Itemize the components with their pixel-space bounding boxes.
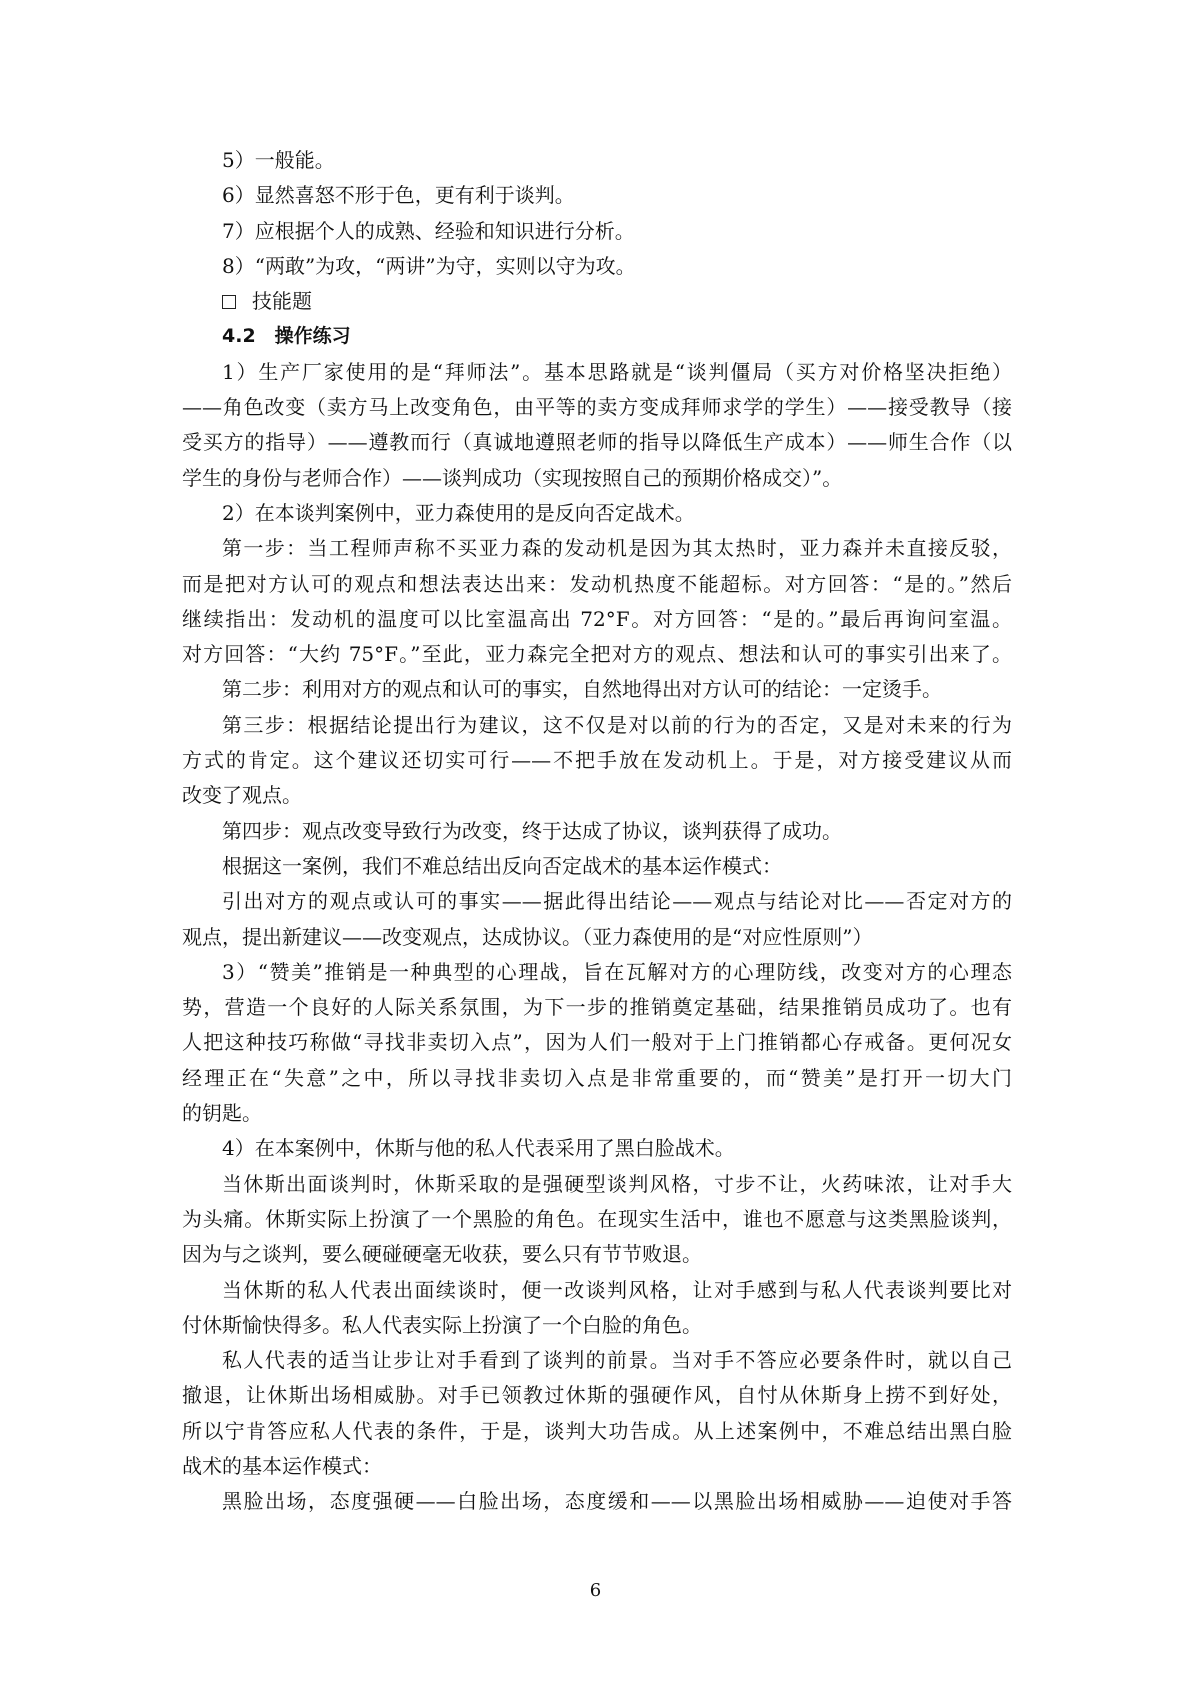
text-line: 学生的身份与老师合作）——谈判成功（实现按照自己的预期价格成交）”。 [182,465,843,490]
text-line: 引出对方的观点或认可的事实——据此得出结论——观点与结论对比——否定对方的 [222,889,1012,914]
page-number: 6 [589,1580,602,1601]
text-line: 6）显然喜怒不形于色，更有利于谈判。 [222,183,575,208]
text-line: 经理正在“失意”之中，所以寻找非卖切入点是非常重要的，而“赞美”是打开一切大门 [182,1065,1012,1090]
text-line: 方式的肯定。这个建议还切实可行——不把手放在发动机上。于是，对方接受建议从而 [182,748,1012,773]
text-line: 人把这种技巧称做“寻找非卖切入点”，因为人们一般对于上门推销都心存戒备。更何况女 [182,1030,1012,1055]
text-line: 当休斯的私人代表出面续谈时，便一改谈判风格，让对手感到与私人代表谈判要比对 [222,1277,1012,1302]
text-line: 第四步：观点改变导致行为改变，终于达成了协议，谈判获得了成功。 [222,818,842,843]
checkbox-icon [222,295,236,309]
text-line: 8）“两敢”为攻，“两讲”为守，实则以守为攻。 [222,253,636,278]
text-line: 黑脸出场，态度强硬——白脸出场，态度缓和——以黑脸出场相威胁——迫使对手答 [222,1489,1012,1514]
text-line: 2）在本谈判案例中，亚力森使用的是反向否定战术。 [222,500,695,525]
text-line: 第二步：利用对方的观点和认可的事实，自然地得出对方认可的结论：一定烫手。 [222,677,942,702]
text-line: 所以宁肯答应私人代表的条件，于是，谈判大功告成。从上述案例中，不难总结出黑白脸 [182,1418,1012,1443]
checkbox-list-item [182,284,1012,319]
text-line: 4）在本案例中，休斯与他的私人代表采用了黑白脸战术。 [222,1136,735,1161]
text-line: ——角色改变（卖方马上改变角色，由平等的卖方变成拜师求学的学生）——接受教导（接 [182,395,1012,420]
text-line: 第三步：根据结论提出行为建议，这不仅是对以前的行为的否定，又是对未来的行为 [222,712,1012,737]
text-line: 私人代表的适当让步让对手看到了谈判的前景。当对手不答应必要条件时，就以自己 [222,1348,1012,1373]
text-line: 继续指出：发动机的温度可以比室温高出 72°F。对方回答：“是的。”最后再询问室温。 [182,606,1012,631]
text-line: 对方回答：“大约 75°F。”至此，亚力森完全把对方的观点、想法和认可的事实引出来了。 [182,642,1012,667]
text-line: 根据这一案例，我们不难总结出反向否定战术的基本运作模式： [222,853,782,878]
text-line: 付休斯愉快得多。私人代表实际上扮演了一个白脸的角色。 [182,1312,702,1337]
text-line: 1）生产厂家使用的是“拜师法”。基本思路就是“谈判僵局（买方对价格坚决拒绝） [222,359,1012,384]
text-line: 当休斯出面谈判时，休斯采取的是强硬型谈判风格，寸步不让，火药味浓，让对手大 [222,1171,1012,1196]
text-line: 改变了观点。 [182,783,302,808]
text-line: 撤退，让休斯出场相威胁。对手已领教过休斯的强硬作风，自忖从休斯身上捞不到好处， [182,1383,1012,1408]
text-line: 观点，提出新建议——改变观点，达成协议。（亚力森使用的是“对应性原则”） [182,924,873,949]
text-line: 战术的基本运作模式： [182,1453,382,1478]
text-line: 受买方的指导）——遵教而行（真诚地遵照老师的指导以降低生产成本）——师生合作（以 [182,430,1012,455]
text-line: 势，营造一个良好的人际关系氛围，为下一步的推销奠定基础，结果推销员成功了。也有 [182,995,1012,1020]
text-line: 为头痛。休斯实际上扮演了一个黑脸的角色。在现实生活中，谁也不愿意与这类黑脸谈判， [182,1206,1012,1231]
text-line: 而是把对方认可的观点和想法表达出来：发动机热度不能超标。对方回答：“是的。”然后 [182,571,1012,596]
checkbox-item-label: 技能题 [252,289,312,314]
text-line: 因为与之谈判，要么硬碰硬毫无收获，要么只有节节败退。 [182,1242,702,1267]
section-heading: 4.2 操作练习 [222,325,351,348]
text-line: 的钥匙。 [182,1101,262,1126]
text-line: 第一步：当工程师声称不买亚力森的发动机是因为其太热时，亚力森并未直接反驳， [222,536,1012,561]
text-line: 5）一般能。 [222,148,335,172]
text-line: 7）应根据个人的成熟、经验和知识进行分析。 [222,218,635,243]
text-line: 3）“赞美”推销是一种典型的心理战，旨在瓦解对方的心理防线，改变对方的心理态 [222,959,1012,984]
page-body [182,143,1012,1520]
